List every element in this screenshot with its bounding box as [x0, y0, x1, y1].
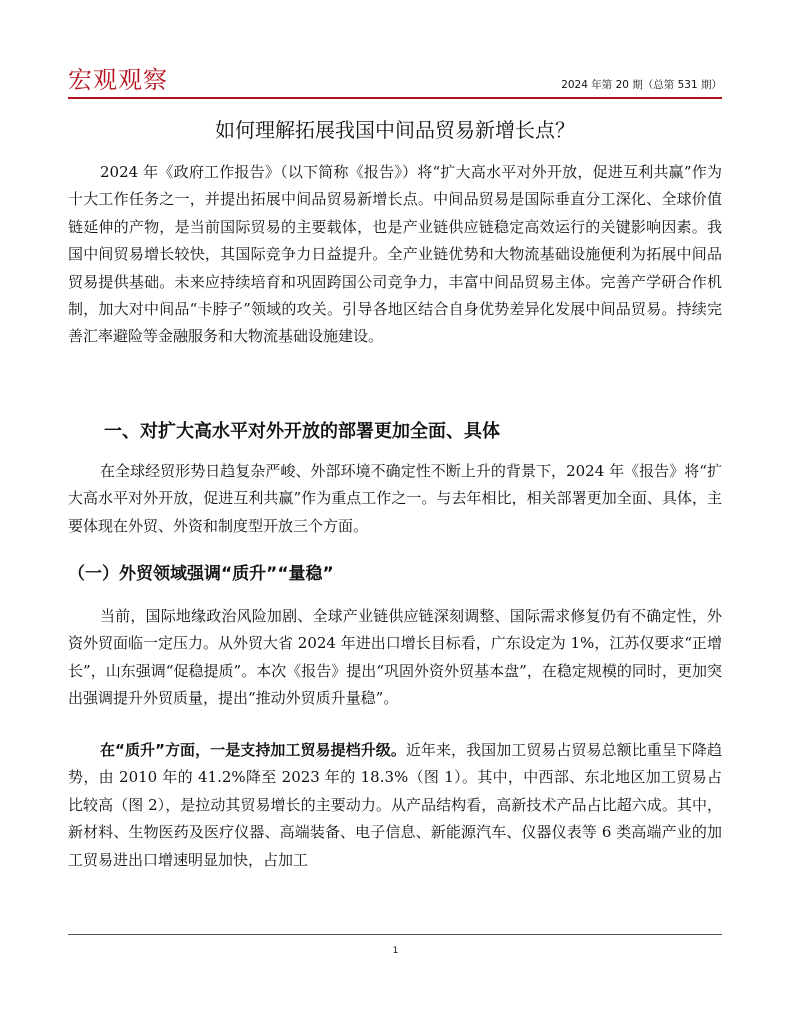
subsection1-paragraph: 当前，国际地缘政治风险加剧、全球产业链供应链深刻调整、国际需求修复仍有不确定性，外资外贸面临一定压力。从外贸大省 2024 年进出口增长目标看，广东设定为 1%，江苏仅要求“正增长”，山东强调“促稳提质”。本次《报告》提出“巩固外资外贸基本盘”，在稳定规模的同时，更加突出强调提升外贸质量，提出“推动外贸质升量稳”。 — [68, 607, 722, 708]
subsection-heading-1: （一）外贸领域强调“质升”“量稳” — [68, 564, 334, 584]
section-heading-1: 一、对扩大高水平对外开放的部署更加全面、具体 — [104, 421, 500, 442]
header-divider — [68, 97, 722, 99]
footer-divider — [68, 934, 722, 935]
section1-paragraph: 在全球经贸形势日趋复杂严峻、外部环境不确定性不断上升的背景下，2024 年《报告》将“扩大高水平对外开放，促进互利共赢”作为重点工作之一。与去年相比，相关部署更加全面、具体，主要体现在外贸、外资和制度型开放三个方面。 — [68, 462, 722, 535]
intro-paragraph: 2024 年《政府工作报告》（以下简称《报告》）将“扩大高水平对外开放，促进互利共赢”作为十大工作任务之一，并提出拓展中间品贸易新增长点。中间品贸易是国际垂直分工深化、全球价值链延伸的产物，是当前国际贸易的主要载体，也是产业链供应链稳定高效运行的关键影响因素。我国中间贸易增长较快，其国际竞争力日益提升。全产业链优势和大物流基础设施便利为拓展中间品贸易提供基础。未来应持续培育和巩固跨国公司竞争力，丰富中间品贸易主体。完善产学研合作机制，加大对中间品“卡脖子”领域的攻关。引导各地区结合自身优势差异化发展中间品贸易。持续完善汇率避险等金融服务和大物流基础设施建设。 — [68, 163, 722, 346]
lead-sentence: 在“质升”方面，一是支持加工贸易提档升级。 — [100, 741, 406, 759]
page-number: 1 — [392, 946, 399, 956]
subsection1-paragraph-2 — [68, 737, 722, 874]
page-header — [68, 66, 722, 98]
paragraph-body: 近年来，我国加工贸易占贸易总额比重呈下降趋势，由 2010 年的 41.2%降至 2023 年的 18.3%（图 1）。其中，中西部、东北地区加工贸易占比较高（图 2），是拉动其贸易增长的主要动力。从产品结构看，高新技术产品占比超六成。其中，新材料、生物医药及医疗仪器、高端装备、电子信息、新能源汽车、仪器仪表等 6 类高端产业的加工贸易进出口增速明显加快，占加工 — [68, 741, 722, 869]
article-title: 如何理解拓展我国中间品贸易新增长点？ — [215, 118, 575, 142]
issue-number: 2024 年第 20 期（总第 531 期） — [561, 79, 722, 91]
publication-brand: 宏观观察 — [68, 66, 168, 94]
